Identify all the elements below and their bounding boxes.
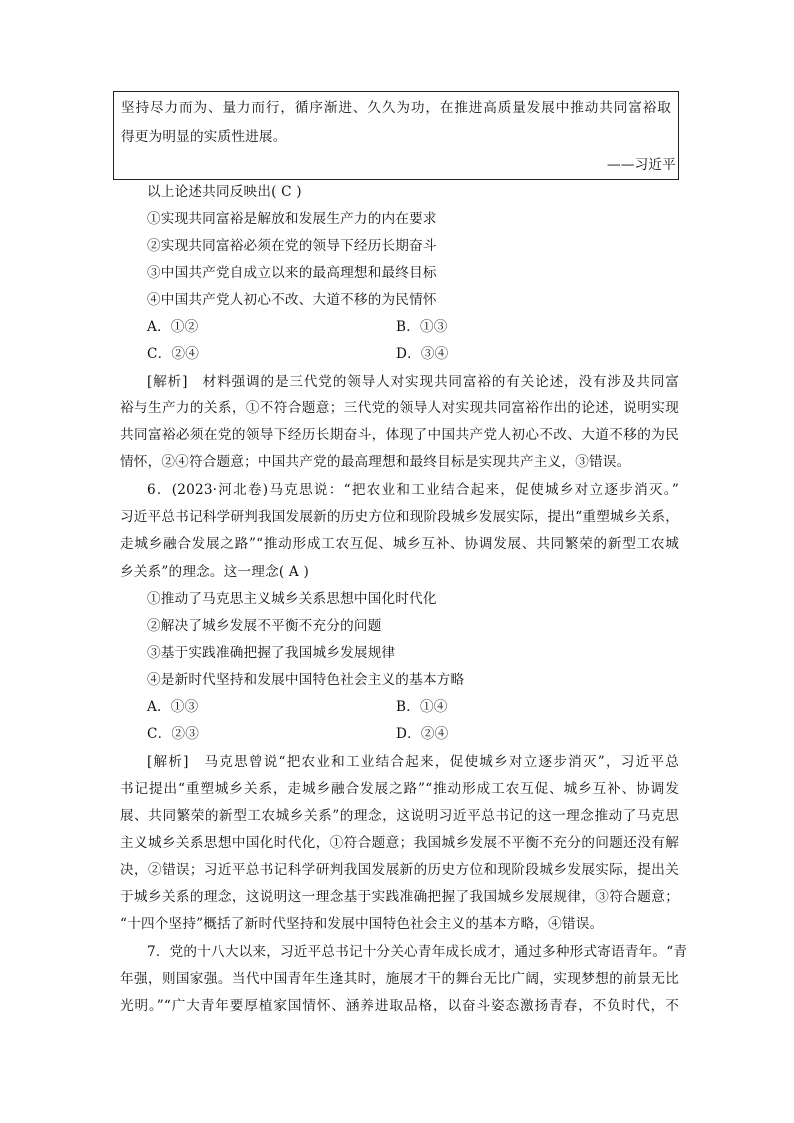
question-stem: 7．党的十八大以来，习近平总书记十分关心青年成长成才，通过多种形式寄语青年。“青 (147, 944, 688, 960)
statement-item: ③中国共产党自成立以来的最高理想和最终目标 (147, 265, 437, 281)
statement-item: ④是新时代坚持和发展中国特色社会主义的基本方略 (147, 672, 465, 688)
answer-option: B．①④ (396, 699, 448, 715)
statement-item: ②实现共同富裕必须在党的领导下经历长期奋斗 (147, 238, 437, 254)
answer-option: D．②④ (396, 726, 449, 742)
answer-option: C．②③ (147, 726, 199, 742)
quote-line: 得更为明显的实质性进展。 (121, 129, 287, 145)
answer-option: C．②④ (147, 346, 199, 362)
statement-item: ④中国共产党人初心不改、大道不移的为民情怀 (147, 292, 437, 308)
statement-item: ①实现共同富裕是解放和发展生产力的内在要求 (147, 211, 437, 227)
statement-item: ②解决了城乡发展不平衡不充分的问题 (147, 618, 382, 634)
analysis-line: 主义城乡关系思想中国化时代化，①符合题意；我国城乡发展不平衡不充分的问题还没有解 (120, 835, 679, 851)
question-stem: 6．(2023·河北卷)马克思说：“把农业和工业结合起来，促使城乡对立逐步消灭。” (147, 482, 679, 498)
analysis-line: 书记提出“重塑城乡关系，走城乡融合发展之路”“推动形成工农互促、城乡互补、协调发 (120, 781, 679, 797)
analysis-line: “十四个坚持”概括了新时代坚持和发展中国特色社会主义的基本方略，④错误。 (120, 916, 604, 932)
answer-option: A．①③ (147, 699, 199, 715)
statement-item: ①推动了马克思主义城乡关系思想中国化时代化 (147, 591, 437, 607)
answer-option: A．①② (147, 319, 199, 335)
analysis-line: 展、共同繁荣的新型工农城乡关系”的理念，这说明习近平总书记的这一理念推动了马克思 (120, 808, 679, 824)
question-stem: 以上论述共同反映出( C ) (147, 184, 302, 200)
quote-attribution: ——习近平 (607, 157, 676, 173)
analysis-line: 决，②错误；习近平总书记科学研判我国发展新的历史方位和现阶段城乡发展实际，提出关 (120, 862, 679, 878)
analysis-line: 于城乡关系的理念，这说明这一理念基于实践准确把握了我国城乡发展规律，③符合题意； (120, 889, 679, 905)
question-stem: 走城乡融合发展之路”“推动形成工农互促、城乡互补、协调发展、共同繁荣的新型工农城 (120, 536, 679, 552)
statement-item: ③基于实践准确把握了我国城乡发展规律 (147, 645, 396, 661)
analysis-line: [解析] 材料强调的是三代党的领导人对实现共同富裕的有关论述，没有涉及共同富 (147, 374, 679, 390)
question-stem: 光明。”“广大青年要厚植家国情怀、涵养进取品格，以奋斗姿态激扬青春，不负时代，不 (120, 998, 679, 1014)
question-stem: 年强，则国家强。当代中国青年生逢其时，施展才干的舞台无比广阔，实现梦想的前景无比 (120, 971, 679, 987)
answer-option: D．③④ (396, 346, 449, 362)
question-stem: 乡关系”的理念。这一理念( A ) (120, 564, 309, 580)
answer-option: B．①③ (396, 319, 448, 335)
analysis-line: [解析] 马克思曾说“把农业和工业结合起来，促使城乡对立逐步消灭”，习近平总 (147, 754, 679, 770)
analysis-line: 情怀，②④符合题意；中国共产党的最高理想和最终目标是实现共产主义，③错误。 (120, 454, 631, 470)
question-stem: 习近平总书记科学研判我国发展新的历史方位和现阶段城乡发展实际，提出“重塑城乡关系， (120, 509, 679, 525)
quote-line: 坚持尽力而为、量力而行，循序渐进、久久为功，在推进高质量发展中推动共同富裕取 (121, 100, 671, 116)
analysis-line: 裕与生产力的关系，①不符合题意；三代党的领导人对实现共同富裕作出的论述，说明实现 (120, 400, 679, 416)
analysis-line: 共同富裕必须在党的领导下经历长期奋斗，体现了中国共产党人初心不改、大道不移的为民 (120, 427, 679, 443)
